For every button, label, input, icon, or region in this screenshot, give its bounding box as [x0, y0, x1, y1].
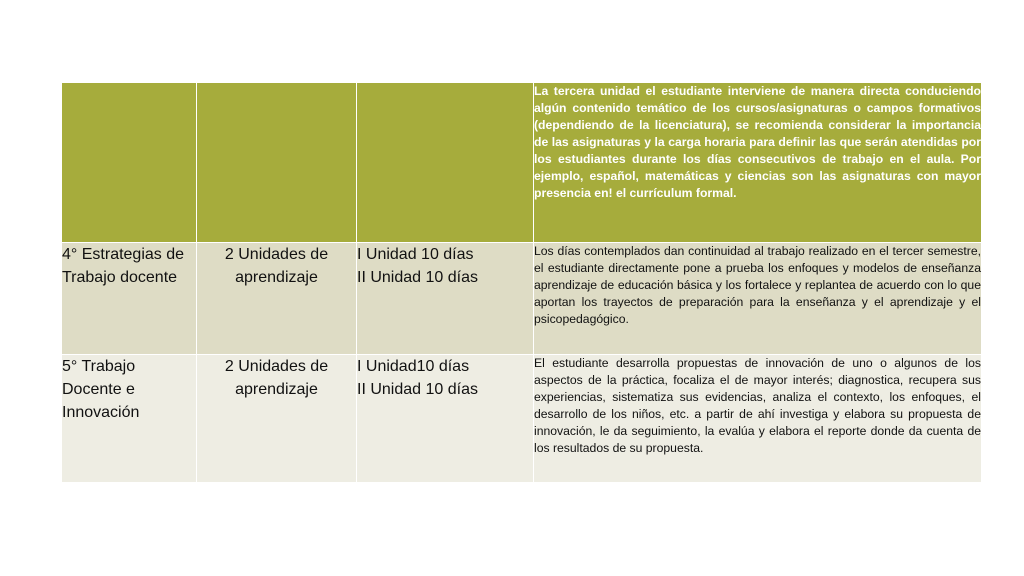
table-header-row — [62, 83, 982, 243]
semester-cell: 5° Trabajo Docente e Innovación — [62, 355, 197, 483]
header-cell-semester — [62, 83, 197, 243]
header-cell-description: La tercera unidad el estudiante interviene de manera directa conduciendo algún contenido temático de los cursos/asignaturas o campos formativos (dependiendo de la licenciatura), se recomienda considerar la importancia de las asignaturas y la carga horaria para definir las que serán atendidas por los estudiantes durante los días consecutivos de trabajo en el aula. Por ejemplo, español, matemáticas y ciencias son las asignaturas con mayor presencia en! el currículum formal. — [534, 83, 982, 243]
header-cell-units — [197, 83, 357, 243]
table-row — [62, 243, 982, 355]
duration-unit-1: I Unidad 10 días — [357, 246, 474, 263]
header-cell-duration — [357, 83, 534, 243]
units-cell: 2 Unidades de aprendizaje — [197, 355, 357, 483]
duration-cell — [357, 355, 534, 483]
description-cell: El estudiante desarrolla propuestas de innovación de uno o algunos de los aspectos de la práctica, focaliza el de mayor interés; diagnostica, recupera sus experiencias, sistematiza sus evidencias, analiza el contexto, los enfoques, el desarrollo de los niños, etc. a partir de ahí investiga y elabora su propuesta de innovación, le da seguimiento, la evalúa y elabora el reporte donde da cuenta de los resultados de su propuesta. — [534, 355, 982, 483]
duration-cell — [357, 243, 534, 355]
duration-unit-2: II Unidad 10 días — [357, 381, 478, 398]
semester-cell: 4° Estrategias de Trabajo docente — [62, 243, 197, 355]
units-cell: 2 Unidades de aprendizaje — [197, 243, 357, 355]
description-cell: Los días contemplados dan continuidad al trabajo realizado en el tercer semestre, el estudiante directamente pone a prueba los enfoques y modelos de enseñanza aprendizaje de educación básica y los fortalece y replantea de acuerdo con lo que aportan los trayectos de preparación para la enseñanza y el aprendizaje y el psicopedagógico. — [534, 243, 982, 355]
duration-unit-1: I Unidad10 días — [357, 358, 470, 375]
curriculum-table — [61, 82, 982, 483]
duration-unit-2: II Unidad 10 días — [357, 269, 478, 286]
table-row — [62, 355, 982, 483]
